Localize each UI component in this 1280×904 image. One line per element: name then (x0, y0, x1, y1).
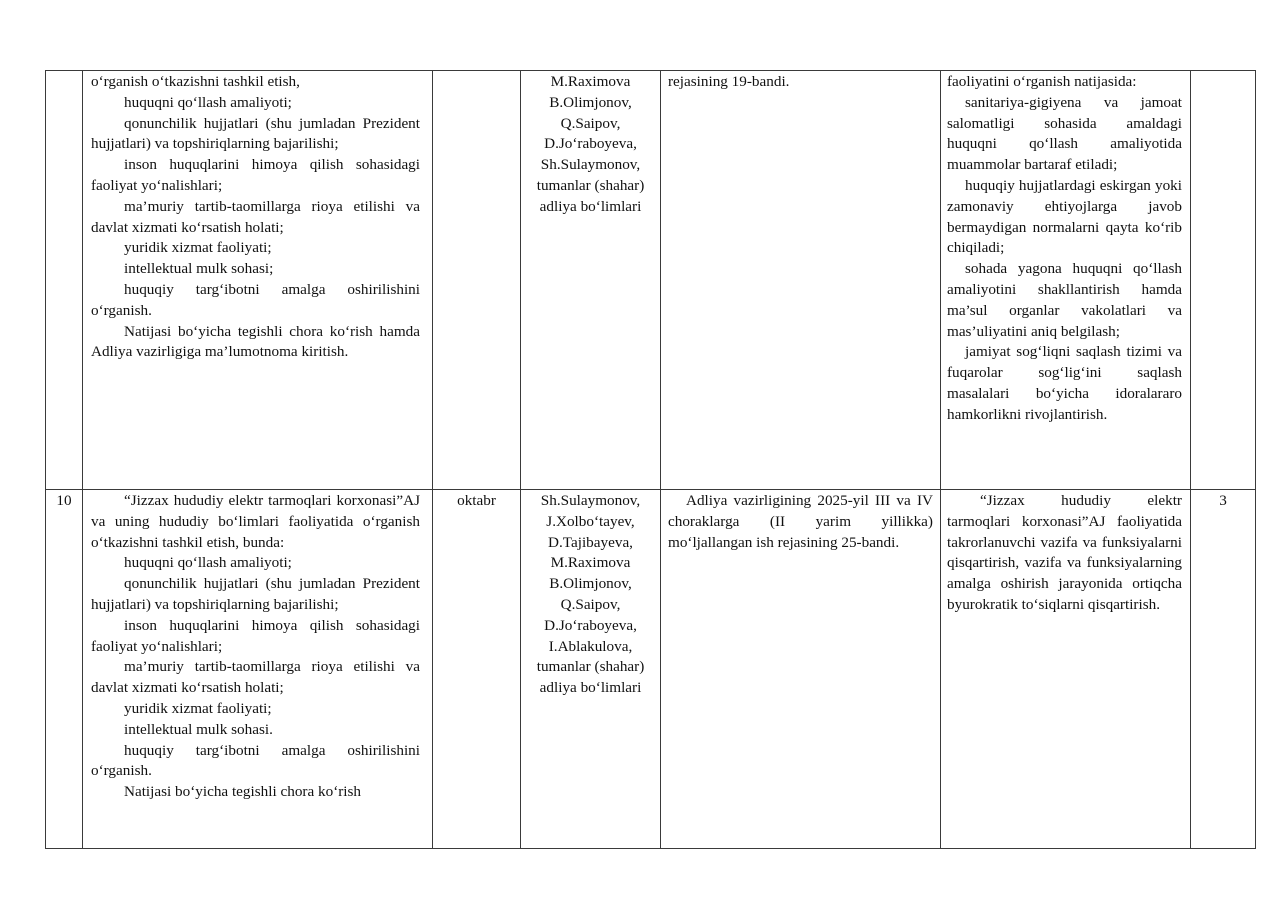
task-line: Natijasi bo‘yicha tegishli chora ko‘rish hamda Adliya vazirligiga ma’lumotnoma kiritish. (91, 322, 420, 361)
responsible-name: D.Jo‘raboyeva, (544, 616, 637, 634)
responsible-name: D.Tajibayeva, (548, 533, 633, 551)
responsible-name: J.Xolbo‘tayev, (546, 512, 635, 530)
task-line: huquqiy targ‘ibotni amalga oshirilishini o‘rganish. (91, 280, 420, 319)
responsible-name: adliya bo‘limlari (539, 197, 642, 215)
count-cell (1191, 71, 1256, 490)
result-line: “Jizzax hududiy elektr tarmoqlari korxonasi”AJ faoliyatida takrorlanuvchi vazifa va funksiyalarni qisqartirish, vazifa va funksiyalarning amalga oshirish jarayonida ortiqcha byurokratik to‘siqlarni qisqartirish. (947, 492, 1182, 613)
task-line: qonunchilik hujjatlari (shu jumladan Prezident hujjatlari) va topshiriqlarning bajarilishi; (91, 575, 420, 613)
result-line: jamiyat sog‘liqni saqlash tizimi va fuqarolar sog‘lig‘ini saqlash masalalari bo‘yicha idoralararo hamkorlikni rivojlantirish. (947, 343, 1182, 423)
table-row (46, 490, 1256, 849)
responsible-cell (521, 71, 661, 490)
responsible-name: Sh.Sulaymonov, (540, 156, 641, 174)
table-row (46, 71, 1256, 490)
responsible-name: B.Olimjonov, (549, 575, 632, 593)
deadline-cell (433, 71, 521, 490)
count-cell: 3 (1191, 490, 1256, 849)
basis-cell: rejasining 19-bandi. (661, 71, 941, 490)
responsible-name: B.Olimjonov, (549, 93, 632, 111)
result-line: sohada yagona huquqni qo‘llash amaliyotini shakllantirish hamda ma’sul organlar vakolatlari va mas’uliyatini aniq belgilash; (947, 260, 1182, 340)
result-line: faoliyatini o‘rganish natijasida: (947, 73, 1137, 90)
responsible-name: Q.Saipov, (560, 114, 621, 132)
responsible-name: Q.Saipov, (560, 595, 621, 613)
row-number: 10 (46, 490, 83, 849)
task-cell (83, 490, 433, 849)
task-line: ma’muriy tartib-taomillarga rioya etilishi va davlat xizmati ko‘rsatish holati; (91, 197, 420, 236)
task-line: yuridik xizmat faoliyati; (124, 239, 272, 257)
result-line: huquqiy hujjatlardagi eskirgan yoki zamonaviy ehtiyojlarga javob bermaydigan normalarni qayta ko‘rib chiqiladi; (947, 176, 1182, 257)
task-line: o‘rganish o‘tkazishni tashkil etish, (91, 73, 300, 90)
task-line: huquqiy targ‘ibotni amalga oshirilishini o‘rganish. (91, 741, 420, 780)
row-number (46, 71, 83, 490)
task-line: inson huquqlarini himoya qilish sohasidagi faoliyat yo‘nalishlari; (91, 616, 420, 655)
task-line: ma’muriy tartib-taomillarga rioya etilishi va davlat xizmati ko‘rsatish holati; (91, 658, 420, 697)
responsible-name: tumanlar (shahar) (536, 658, 645, 676)
responsible-name: D.Jo‘raboyeva, (544, 135, 637, 153)
result-cell (941, 71, 1191, 490)
responsible-name: M.Raximova (550, 554, 631, 572)
task-line: intellektual mulk sohasi. (124, 720, 273, 738)
task-line: yuridik xizmat faoliyati; (124, 699, 272, 717)
responsible-name: M.Raximova (550, 73, 631, 90)
responsible-name: adliya bo‘limlari (539, 679, 642, 697)
basis-cell: Adliya vazirligining 2025-yil III va IV choraklarga (II yarim yillikka) mo‘ljallangan ish rejasining 25-bandi. (661, 490, 941, 849)
task-line: Natijasi bo‘yicha tegishli chora ko‘rish (124, 783, 362, 801)
task-cell (83, 71, 433, 490)
result-line: sanitariya-gigiyena va jamoat salomatligi sohasida amaldagi huquqni qo‘llash amaliyotida muammolar bartaraf etiladi; (947, 93, 1182, 174)
task-line: “Jizzax hududiy elektr tarmoqlari korxonasi”AJ va uning hududiy bo‘limlari faoliyatida o‘rganish o‘tkazishni tashkil etish, bunda: (91, 492, 420, 551)
task-line: inson huquqlarini himoya qilish sohasidagi faoliyat yo‘nalishlari; (91, 156, 420, 194)
task-line: qonunchilik hujjatlari (shu jumladan Prezident hujjatlari) va topshiriqlarning bajarilishi; (91, 114, 420, 153)
work-plan-table (45, 70, 1256, 849)
responsible-name: Sh.Sulaymonov, (540, 492, 641, 509)
responsible-cell (521, 490, 661, 849)
task-line: intellektual mulk sohasi; (124, 260, 274, 278)
task-line: huquqni qo‘llash amaliyoti; (124, 93, 292, 111)
responsible-name: tumanlar (shahar) (536, 176, 645, 194)
result-cell (941, 490, 1191, 849)
task-line: huquqni qo‘llash amaliyoti; (124, 554, 292, 572)
deadline-cell: oktabr (433, 490, 521, 849)
responsible-name: I.Ablakulova, (548, 637, 633, 655)
